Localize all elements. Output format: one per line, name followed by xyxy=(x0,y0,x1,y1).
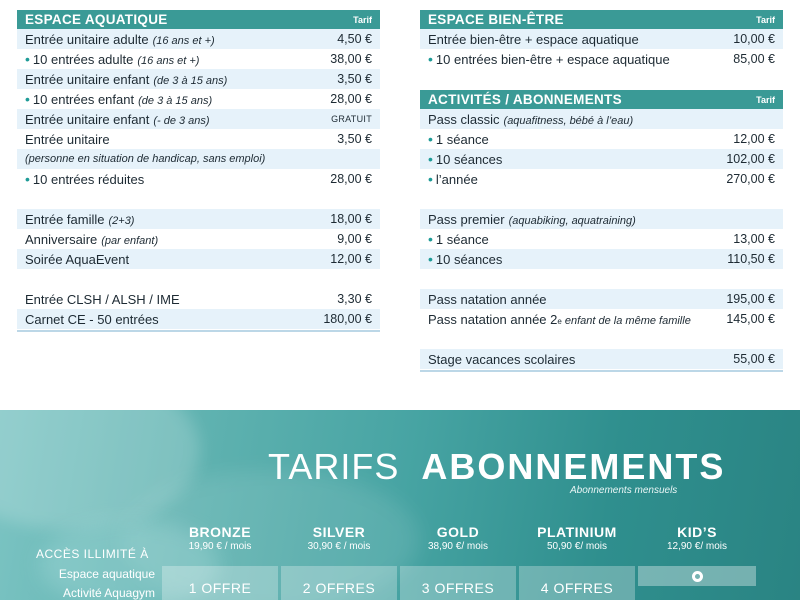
row-price: 145,00 € xyxy=(726,312,775,326)
row-label: 10 entrées adulte xyxy=(32,51,134,67)
abonnements-subtitle: Abonnements mensuels xyxy=(570,485,678,496)
access-item: Espace aquatique xyxy=(58,567,155,581)
offer-platinium: 4 OFFRES xyxy=(519,566,635,600)
table-row xyxy=(17,229,380,249)
bullet-icon: • xyxy=(428,50,433,67)
row-note: (personne en situation de handicap, sans emploi) xyxy=(25,153,266,165)
row-label: Pass natation année xyxy=(428,311,547,327)
bullet-icon: • xyxy=(428,230,433,247)
table-row xyxy=(17,89,380,109)
plan-price: 38,90 €/ mois xyxy=(427,541,489,552)
kids-included-bar xyxy=(638,566,756,586)
table-row xyxy=(420,229,783,249)
spacer-row xyxy=(420,189,783,209)
title-bold: ABONNEMENTS xyxy=(421,446,726,487)
plan-name: GOLD xyxy=(436,524,480,540)
row-price: 38,00 € xyxy=(330,52,372,66)
title-light: TARIFS xyxy=(268,446,400,487)
row-label: 10 séances xyxy=(435,151,503,167)
table-row xyxy=(17,169,380,189)
row-label: 1 séance xyxy=(435,231,489,247)
row-note: (aquafitness, bébé à l’eau) xyxy=(503,114,634,127)
table-header xyxy=(17,10,380,29)
plan-name: SILVER xyxy=(312,524,366,540)
row-price: 110,50 € xyxy=(727,252,775,266)
row-price: 12,00 € xyxy=(733,132,775,146)
table-header xyxy=(420,90,783,109)
plan-kids xyxy=(638,524,756,552)
plan-name: KID’S xyxy=(677,524,717,540)
access-item: Activité Aquagym xyxy=(62,586,155,600)
table-title: ESPACE BIEN-ÊTRE xyxy=(428,12,564,27)
bullet-icon: • xyxy=(428,150,433,167)
row-price: 55,00 € xyxy=(733,352,775,366)
row-label: Entrée bien-être + espace aquatique xyxy=(428,31,639,47)
offer-gold: 3 OFFRES xyxy=(400,566,516,600)
row-label: l’année xyxy=(435,171,478,187)
row-label: Soirée AquaEvent xyxy=(25,251,130,267)
row-label: Entrée unitaire xyxy=(25,131,110,147)
row-label: Stage vacances scolaires xyxy=(428,351,576,367)
plan-price: 19,90 € / mois xyxy=(188,541,252,552)
row-note: (par enfant) xyxy=(101,234,159,247)
row-price: GRATUIT xyxy=(331,114,372,124)
plan-name: PLATINIUM xyxy=(537,524,617,540)
table-title: ACTIVITÉS / ABONNEMENTS xyxy=(428,92,622,107)
row-label: Entrée CLSH / ALSH / IME xyxy=(25,291,180,307)
row-price: 3,30 € xyxy=(337,292,372,306)
table-row xyxy=(17,149,380,169)
table-row xyxy=(420,249,783,269)
acces-heading: ACCÈS ILLIMITÉ À xyxy=(36,547,149,561)
row-label: Pass premier xyxy=(428,211,505,227)
row-price: 13,00 € xyxy=(733,232,775,246)
activites-abonnements-table xyxy=(420,90,783,372)
table-row xyxy=(420,289,783,309)
row-label: 10 entrées bien-être + espace aquatique xyxy=(435,51,670,67)
row-note: (16 ans et +) xyxy=(152,34,215,47)
bullet-icon: • xyxy=(25,170,30,187)
spacer-row xyxy=(17,189,380,209)
offer-silver: 2 OFFRES xyxy=(281,566,397,600)
spacer-row xyxy=(420,329,783,349)
row-price: 28,00 € xyxy=(330,172,372,186)
row-label: Anniversaire xyxy=(25,231,98,247)
table-row xyxy=(17,29,380,49)
tarif-label: Tarif xyxy=(756,14,775,25)
table-row xyxy=(420,129,783,149)
row-label: 1 séance xyxy=(435,131,489,147)
table-header xyxy=(420,10,783,29)
table-row xyxy=(420,49,783,69)
plan-gold xyxy=(399,524,517,552)
table-row xyxy=(17,209,380,229)
row-note: (2+3) xyxy=(108,214,135,227)
row-price: 18,00 € xyxy=(330,212,372,226)
row-price: 102,00 € xyxy=(726,152,775,166)
spacer-row xyxy=(420,269,783,289)
row-label: 10 séances xyxy=(435,251,503,267)
row-price: 3,50 € xyxy=(337,72,372,86)
row-label: Entrée famille xyxy=(25,211,105,227)
table-row xyxy=(420,149,783,169)
row-price: 195,00 € xyxy=(726,292,775,306)
table-bottom-rule xyxy=(420,369,783,372)
table-row xyxy=(17,129,380,149)
row-price: 28,00 € xyxy=(330,92,372,106)
row-note: 2 xyxy=(550,311,558,327)
table-row xyxy=(17,49,380,69)
row-label: Entrée unitaire adulte xyxy=(25,31,149,47)
row-note: (- de 3 ans) xyxy=(153,114,210,127)
offer-bronze: 1 OFFRE xyxy=(162,566,278,600)
row-label: Pass natation année xyxy=(428,291,547,307)
row-note: (de 3 à 15 ans) xyxy=(138,94,213,107)
row-price: 10,00 € xyxy=(733,32,775,46)
row-label: Carnet CE - 50 entrées xyxy=(25,311,159,327)
row-price: 12,00 € xyxy=(330,252,372,266)
tarif-label: Tarif xyxy=(353,14,372,25)
bullet-icon: • xyxy=(428,250,433,267)
plan-price: 30,90 € / mois xyxy=(307,541,371,552)
table-row xyxy=(17,309,380,329)
bullet-icon: • xyxy=(25,50,30,67)
abonnements-title xyxy=(268,446,725,488)
table-bottom-rule xyxy=(17,329,380,332)
row-note: enfant de la même famille xyxy=(564,314,691,327)
table-row xyxy=(420,109,783,129)
abonnements-banner xyxy=(0,410,800,600)
row-price: 3,50 € xyxy=(337,132,372,146)
row-price: 9,00 € xyxy=(337,232,372,246)
row-price: 270,00 € xyxy=(726,172,775,186)
row-note: (16 ans et +) xyxy=(137,54,200,67)
bullet-icon: • xyxy=(428,170,433,187)
plan-bronze xyxy=(161,524,279,552)
plan-platinium xyxy=(518,524,636,552)
plan-name: BRONZE xyxy=(188,524,252,540)
table-row xyxy=(420,349,783,369)
table-title: ESPACE AQUATIQUE xyxy=(25,12,168,27)
row-price: 4,50 € xyxy=(337,32,372,46)
row-label: 10 entrées réduites xyxy=(32,171,145,187)
spacer-row xyxy=(17,269,380,289)
bullet-icon: • xyxy=(428,130,433,147)
table-row xyxy=(17,289,380,309)
row-note: (de 3 à 15 ans) xyxy=(153,74,228,87)
bullet-icon: • xyxy=(25,90,30,107)
plan-price: 12,90 €/ mois xyxy=(666,541,728,552)
espace-aquatique-table xyxy=(17,10,380,332)
plan-price: 50,90 €/ mois xyxy=(546,541,608,552)
row-label: Pass classic xyxy=(428,111,500,127)
row-label: Entrée unitaire enfant xyxy=(25,71,150,87)
tarif-label: Tarif xyxy=(756,94,775,105)
row-note: (aquabiking, aquatraining) xyxy=(508,214,636,227)
table-row: Pass natation année 2 e enfant de la même famille 145,00 € xyxy=(428,311,775,327)
row-price: 180,00 € xyxy=(323,312,372,326)
table-row xyxy=(420,209,783,229)
table-row xyxy=(17,69,380,89)
circle-icon xyxy=(692,571,703,582)
row-price: 85,00 € xyxy=(733,52,775,66)
table-row xyxy=(420,29,783,49)
row-label: 10 entrées enfant xyxy=(32,91,135,107)
plan-silver xyxy=(280,524,398,552)
row-label: Entrée unitaire enfant xyxy=(25,111,150,127)
table-row xyxy=(17,109,380,129)
table-row xyxy=(17,249,380,269)
espace-bien-etre-table xyxy=(420,10,783,69)
table-row xyxy=(420,169,783,189)
